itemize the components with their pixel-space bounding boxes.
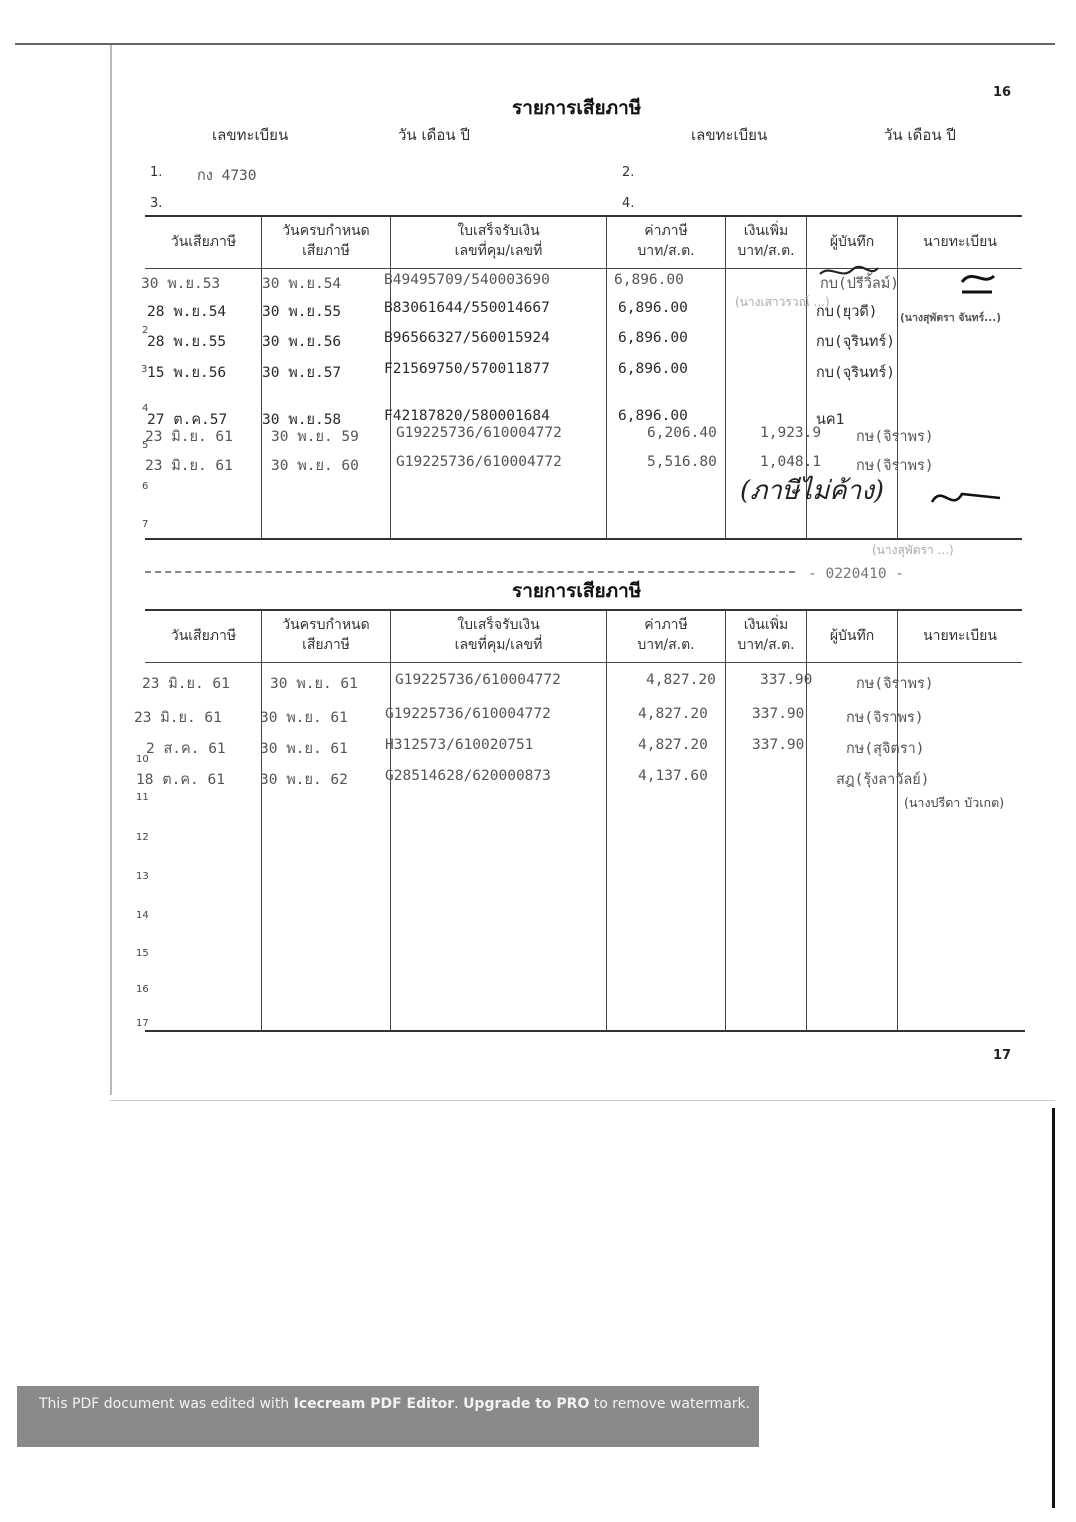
col-header-paid-date: วันเสียภาษี bbox=[170, 234, 237, 250]
row-number: 7 bbox=[142, 519, 149, 530]
receipt-number: B83061644/550014667 bbox=[384, 300, 550, 316]
faint-stamp: (นางสุพัตรา ...) bbox=[872, 543, 954, 557]
reg-label-2: เลขทะเบียน bbox=[691, 126, 768, 144]
paid-date: 28 พ.ย.55 bbox=[147, 334, 227, 350]
row-number: 5 bbox=[142, 440, 149, 451]
tax-amount: 6,896.00 bbox=[618, 408, 688, 424]
table2-col-divider bbox=[606, 610, 607, 1031]
separator-dashes bbox=[145, 571, 795, 573]
receipt-number: G19225736/610004772 bbox=[385, 706, 551, 722]
paid-date: 23 มิ.ย. 61 bbox=[145, 429, 233, 445]
due-date: 30 พ.ย.55 bbox=[262, 304, 342, 320]
table2-col-divider bbox=[390, 610, 391, 1031]
col-header-tax: ค่าภาษี บาท/ส.ต. bbox=[637, 617, 695, 653]
paid-date: 18 ต.ค. 61 bbox=[136, 772, 225, 788]
table2-top-border bbox=[145, 609, 1022, 611]
due-date: 30 พ.ย.58 bbox=[262, 412, 342, 428]
stamp-text: (นางปรีดา บัวเกต) bbox=[904, 795, 1005, 810]
due-date: 30 พ.ย.54 bbox=[262, 276, 342, 292]
tax-amount: 6,896.00 bbox=[618, 361, 688, 377]
receipt-number: G19225736/610004772 bbox=[396, 425, 562, 441]
reg-entry-4-no: 4. bbox=[622, 196, 635, 211]
due-date: 30 พ.ย. 61 bbox=[260, 710, 348, 726]
recorder: กษ(สุจิตรา) bbox=[846, 741, 925, 757]
scan-top-edge bbox=[15, 43, 1055, 45]
tax-amount: 6,896.00 bbox=[618, 330, 688, 346]
extra-amount: 1,923.9 bbox=[760, 425, 822, 441]
watermark-brand: Icecream PDF Editor bbox=[293, 1396, 455, 1412]
section-title-2: รายการเสียภาษี bbox=[512, 580, 642, 602]
paid-date: 23 มิ.ย. 61 bbox=[145, 458, 233, 474]
table2-col-divider bbox=[725, 610, 726, 1031]
receipt-number: H312573/610020751 bbox=[385, 737, 534, 753]
scan-bottom-edge bbox=[110, 1100, 1055, 1101]
tax-amount: 5,516.80 bbox=[647, 454, 717, 470]
row-number: 6 bbox=[142, 481, 149, 492]
row-number: 2 bbox=[142, 325, 149, 336]
col-header-recorder: ผู้บันทึก bbox=[829, 234, 875, 250]
receipt-number: F42187820/580001684 bbox=[384, 408, 550, 424]
col-header-due-date: วันครบกำหนด เสียภาษี bbox=[282, 617, 370, 653]
table1-col-divider bbox=[390, 216, 391, 539]
due-date: 30 พ.ย. 59 bbox=[271, 429, 359, 445]
tax-amount: 4,827.20 bbox=[638, 706, 708, 722]
date-label-2: วัน เดือน ปี bbox=[884, 126, 956, 144]
col-header-extra: เงินเพิ่ม บาท/ส.ต. bbox=[737, 617, 795, 653]
reg-entry-3-no: 3. bbox=[150, 196, 163, 211]
stamp-text: (นางสุพัตรา จันทร์...) bbox=[900, 312, 1001, 324]
col-header-receipt: ใบเสร็จรับเงิน เลขที่คุม/เลขที่ bbox=[454, 223, 543, 259]
receipt-number: B96566327/560015924 bbox=[384, 330, 550, 346]
reg-label-1: เลขทะเบียน bbox=[212, 126, 289, 144]
table2-header-border bbox=[145, 662, 1022, 663]
row-number: 3 bbox=[141, 364, 148, 375]
receipt-number: G28514628/620000873 bbox=[385, 768, 551, 784]
col-header-registrar: นายทะเบียน bbox=[923, 234, 997, 250]
row-number: 16 bbox=[136, 984, 149, 995]
row-number: 17 bbox=[136, 1018, 149, 1029]
paid-date: 27 ต.ค.57 bbox=[147, 412, 228, 428]
recorder: กษ(จิราพร) bbox=[846, 710, 924, 726]
tax-amount: 6,896.00 bbox=[618, 300, 688, 316]
row-number: 14 bbox=[136, 910, 149, 921]
paid-date: 23 มิ.ย. 61 bbox=[142, 676, 230, 692]
section-title-1: รายการเสียภาษี bbox=[512, 97, 642, 119]
extra-amount: 337.90 bbox=[752, 706, 805, 722]
recorder: กษ(จิราพร) bbox=[856, 458, 934, 474]
row-number: 15 bbox=[136, 948, 149, 959]
receipt-number: F21569750/570011877 bbox=[384, 361, 550, 377]
due-date: 30 พ.ย. 62 bbox=[260, 772, 348, 788]
col-header-due-date: วันครบกำหนด เสียภาษี bbox=[282, 223, 370, 259]
handwritten-signature: (ภาษีไม่ค้าง) bbox=[740, 476, 885, 506]
row-number: 12 bbox=[136, 832, 149, 843]
scan-left-edge bbox=[110, 45, 112, 1095]
table2-col-divider bbox=[261, 610, 262, 1031]
table1-top-border bbox=[145, 215, 1022, 217]
extra-amount: 337.90 bbox=[752, 737, 805, 753]
paid-date: 15 พ.ย.56 bbox=[147, 365, 227, 381]
row-number: 11 bbox=[136, 792, 149, 803]
paid-date: 2 ส.ค. 61 bbox=[146, 741, 226, 757]
watermark-text: . bbox=[454, 1396, 464, 1412]
recorder: นค1 bbox=[816, 412, 845, 428]
faint-stamp: (นางเสาวรวณ์ ...) bbox=[735, 295, 830, 309]
table1-col-divider bbox=[606, 216, 607, 539]
tax-amount: 6,206.40 bbox=[647, 425, 717, 441]
reg-entry-1-no: 1. bbox=[150, 165, 163, 180]
due-date: 30 พ.ย. 61 bbox=[270, 676, 358, 692]
tax-amount: 4,827.20 bbox=[646, 672, 716, 688]
watermark-text: This PDF document was edited with bbox=[39, 1396, 294, 1412]
watermark-text: to remove watermark. bbox=[589, 1396, 751, 1412]
paid-date: 28 พ.ย.54 bbox=[147, 304, 227, 320]
row-number: 4 bbox=[142, 403, 149, 414]
date-label-1: วัน เดือน ปี bbox=[398, 126, 470, 144]
extra-amount: 1,048.1 bbox=[760, 454, 822, 470]
tax-amount: 4,827.20 bbox=[638, 737, 708, 753]
watermark-banner[interactable] bbox=[17, 1386, 759, 1447]
row-number: 13 bbox=[136, 871, 149, 882]
upgrade-link[interactable]: Upgrade to PRO bbox=[463, 1396, 590, 1412]
recorder: กษ(จิราพร) bbox=[856, 429, 934, 445]
recorder: กบ(ยุวดี) bbox=[816, 304, 878, 320]
scan-right-edge bbox=[1052, 1108, 1055, 1508]
col-header-tax: ค่าภาษี บาท/ส.ต. bbox=[637, 223, 695, 259]
recorder: กบ(จุรินทร์) bbox=[816, 365, 895, 381]
receipt-number: G19225736/610004772 bbox=[396, 454, 562, 470]
due-date: 30 พ.ย.57 bbox=[262, 365, 342, 381]
col-header-extra: เงินเพิ่ม บาท/ส.ต. bbox=[737, 223, 795, 259]
due-date: 30 พ.ย. 61 bbox=[260, 741, 348, 757]
extra-amount: 337.90 bbox=[760, 672, 813, 688]
receipt-number: B49495709/540003690 bbox=[384, 272, 550, 288]
col-header-paid-date: วันเสียภาษี bbox=[170, 628, 237, 644]
paid-date: 30 พ.ย.53 bbox=[141, 276, 221, 292]
table1-col-divider bbox=[725, 216, 726, 539]
col-header-recorder: ผู้บันทึก bbox=[829, 628, 875, 644]
recorder: กษ(จิราพร) bbox=[856, 676, 934, 692]
col-header-registrar: นายทะเบียน bbox=[923, 628, 997, 644]
tax-amount: 4,137.60 bbox=[638, 768, 708, 784]
reg-entry-2-no: 2. bbox=[622, 165, 635, 180]
table1-bottom-border bbox=[145, 538, 1022, 540]
row-number: 10 bbox=[136, 754, 149, 765]
col-header-receipt: ใบเสร็จรับเงิน เลขที่คุม/เลขที่ bbox=[454, 617, 543, 653]
page-number-bottom: 17 bbox=[993, 1048, 1012, 1063]
paid-date: 23 มิ.ย. 61 bbox=[134, 710, 222, 726]
fragment-text: - 0220410 - bbox=[808, 566, 905, 582]
due-date: 30 พ.ย. 60 bbox=[271, 458, 359, 474]
tax-amount: 6,896.00 bbox=[614, 272, 684, 288]
reg-entry-1-value: กง 4730 bbox=[197, 168, 257, 184]
recorder: สฎ(รุ้งลาวัลย์) bbox=[836, 772, 930, 788]
recorder: กบ(จุรินทร์) bbox=[816, 334, 895, 350]
receipt-number: G19225736/610004772 bbox=[395, 672, 561, 688]
due-date: 30 พ.ย.56 bbox=[262, 334, 342, 350]
table2-bottom-border bbox=[145, 1030, 1025, 1032]
page-number-top: 16 bbox=[993, 85, 1012, 100]
signature-mark bbox=[812, 262, 1002, 522]
recorder: กบ(ปรีวิ้ลม์) bbox=[820, 276, 900, 292]
